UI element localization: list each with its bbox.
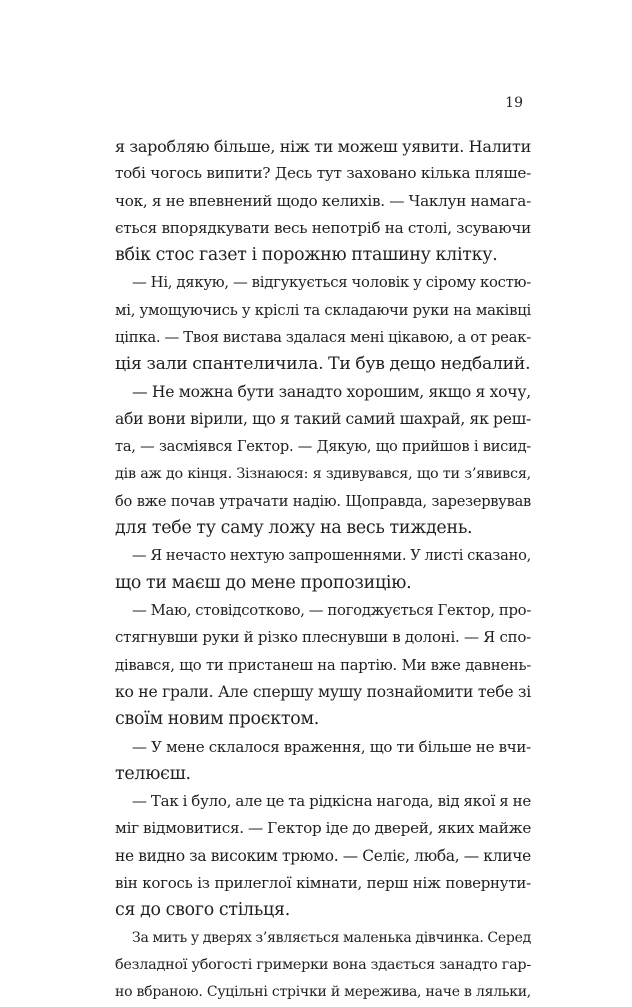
text-line: він когось із прилеглої кімнати, перш ніж повернути- xyxy=(115,874,531,893)
text-line: ціпка. — Твоя вистава здалася мені цікавою, а от реак- xyxy=(115,329,531,347)
page-number: 19 xyxy=(505,95,523,111)
text-line: тобі чогось випити? Десь тут заховано кілька пляше- xyxy=(115,164,531,183)
text-line: аби вони вірили, що я такий самий шахрай, як реш- xyxy=(115,409,531,428)
text-line: чок, я не впевнений щодо келихів. — Чаклун намага- xyxy=(115,191,531,210)
text-line: не видно за високим трюмо. — Селіє, люба, — кличе xyxy=(115,846,531,865)
text-line: стягнувши руки й різко плеснувши в долоні. — Я спо- xyxy=(115,628,531,647)
text-line: За мить у дверях з’являється маленька дівчинка. Серед xyxy=(132,929,531,946)
text-line: вбік стос газет і порожню пташину клітку. xyxy=(115,245,498,266)
text-line: — У мене склалося враження, що ти більше не вчи- xyxy=(132,737,531,756)
text-line: для тебе ту саму ложу на весь тиждень. xyxy=(115,518,473,539)
text-line: мі, умощуючись у кріслі та складаючи руки на маківці xyxy=(115,301,531,319)
text-line: — Ні, дякую, — відгукується чоловік у сірому костю- xyxy=(132,274,531,292)
text-line: телюєш. xyxy=(115,763,191,784)
text-line: міг відмовитися. — Гектор іде до дверей, яких майже xyxy=(115,819,532,838)
text-line: своїм новим проєктом. xyxy=(115,709,320,730)
body-text xyxy=(115,133,531,1007)
text-line: но вбраною. Суцільні стрічки й мережива, наче в ляльки, xyxy=(115,984,531,1001)
text-line: ся до свого стільця. xyxy=(115,900,290,921)
text-line: дів аж до кінця. Зізнаюся: я здивувався, що ти з’явився, xyxy=(115,465,531,482)
text-line: що ти маєш до мене пропозицію. xyxy=(115,572,412,593)
text-line: — Я нечасто нехтую запрошеннями. У листі сказано, xyxy=(132,547,531,565)
text-line: ко не грали. Але спершу мушу познайомити тебе зі xyxy=(115,682,531,701)
text-line: ється впорядкувати весь непотріб на столі, зсуваючи xyxy=(115,218,531,237)
text-line: безладної убогості гримерки вона здається занадто гар- xyxy=(115,956,531,973)
text-line: ція зали спантеличила. Ти був дещо недбалий. xyxy=(115,354,531,375)
text-line: — Так і було, але це та рідкісна нагода, від якої я не xyxy=(132,792,531,811)
text-line: — Маю, стовідсотково, — погоджується Гектор, про- xyxy=(132,602,532,620)
text-line: бо вже почав утрачати надію. Щоправда, зарезервував xyxy=(115,492,531,510)
text-line: та, — засміявся Гектор. — Дякую, що прийшов і висид- xyxy=(115,438,531,456)
text-line: дівався, що ти пристанеш на партію. Ми вже давнень- xyxy=(115,656,531,674)
text-line: я заробляю більше, ніж ти можеш уявити. Налити xyxy=(115,137,531,156)
text-line: — Не можна бути занадто хорошим, якщо я хочу, xyxy=(132,382,531,401)
